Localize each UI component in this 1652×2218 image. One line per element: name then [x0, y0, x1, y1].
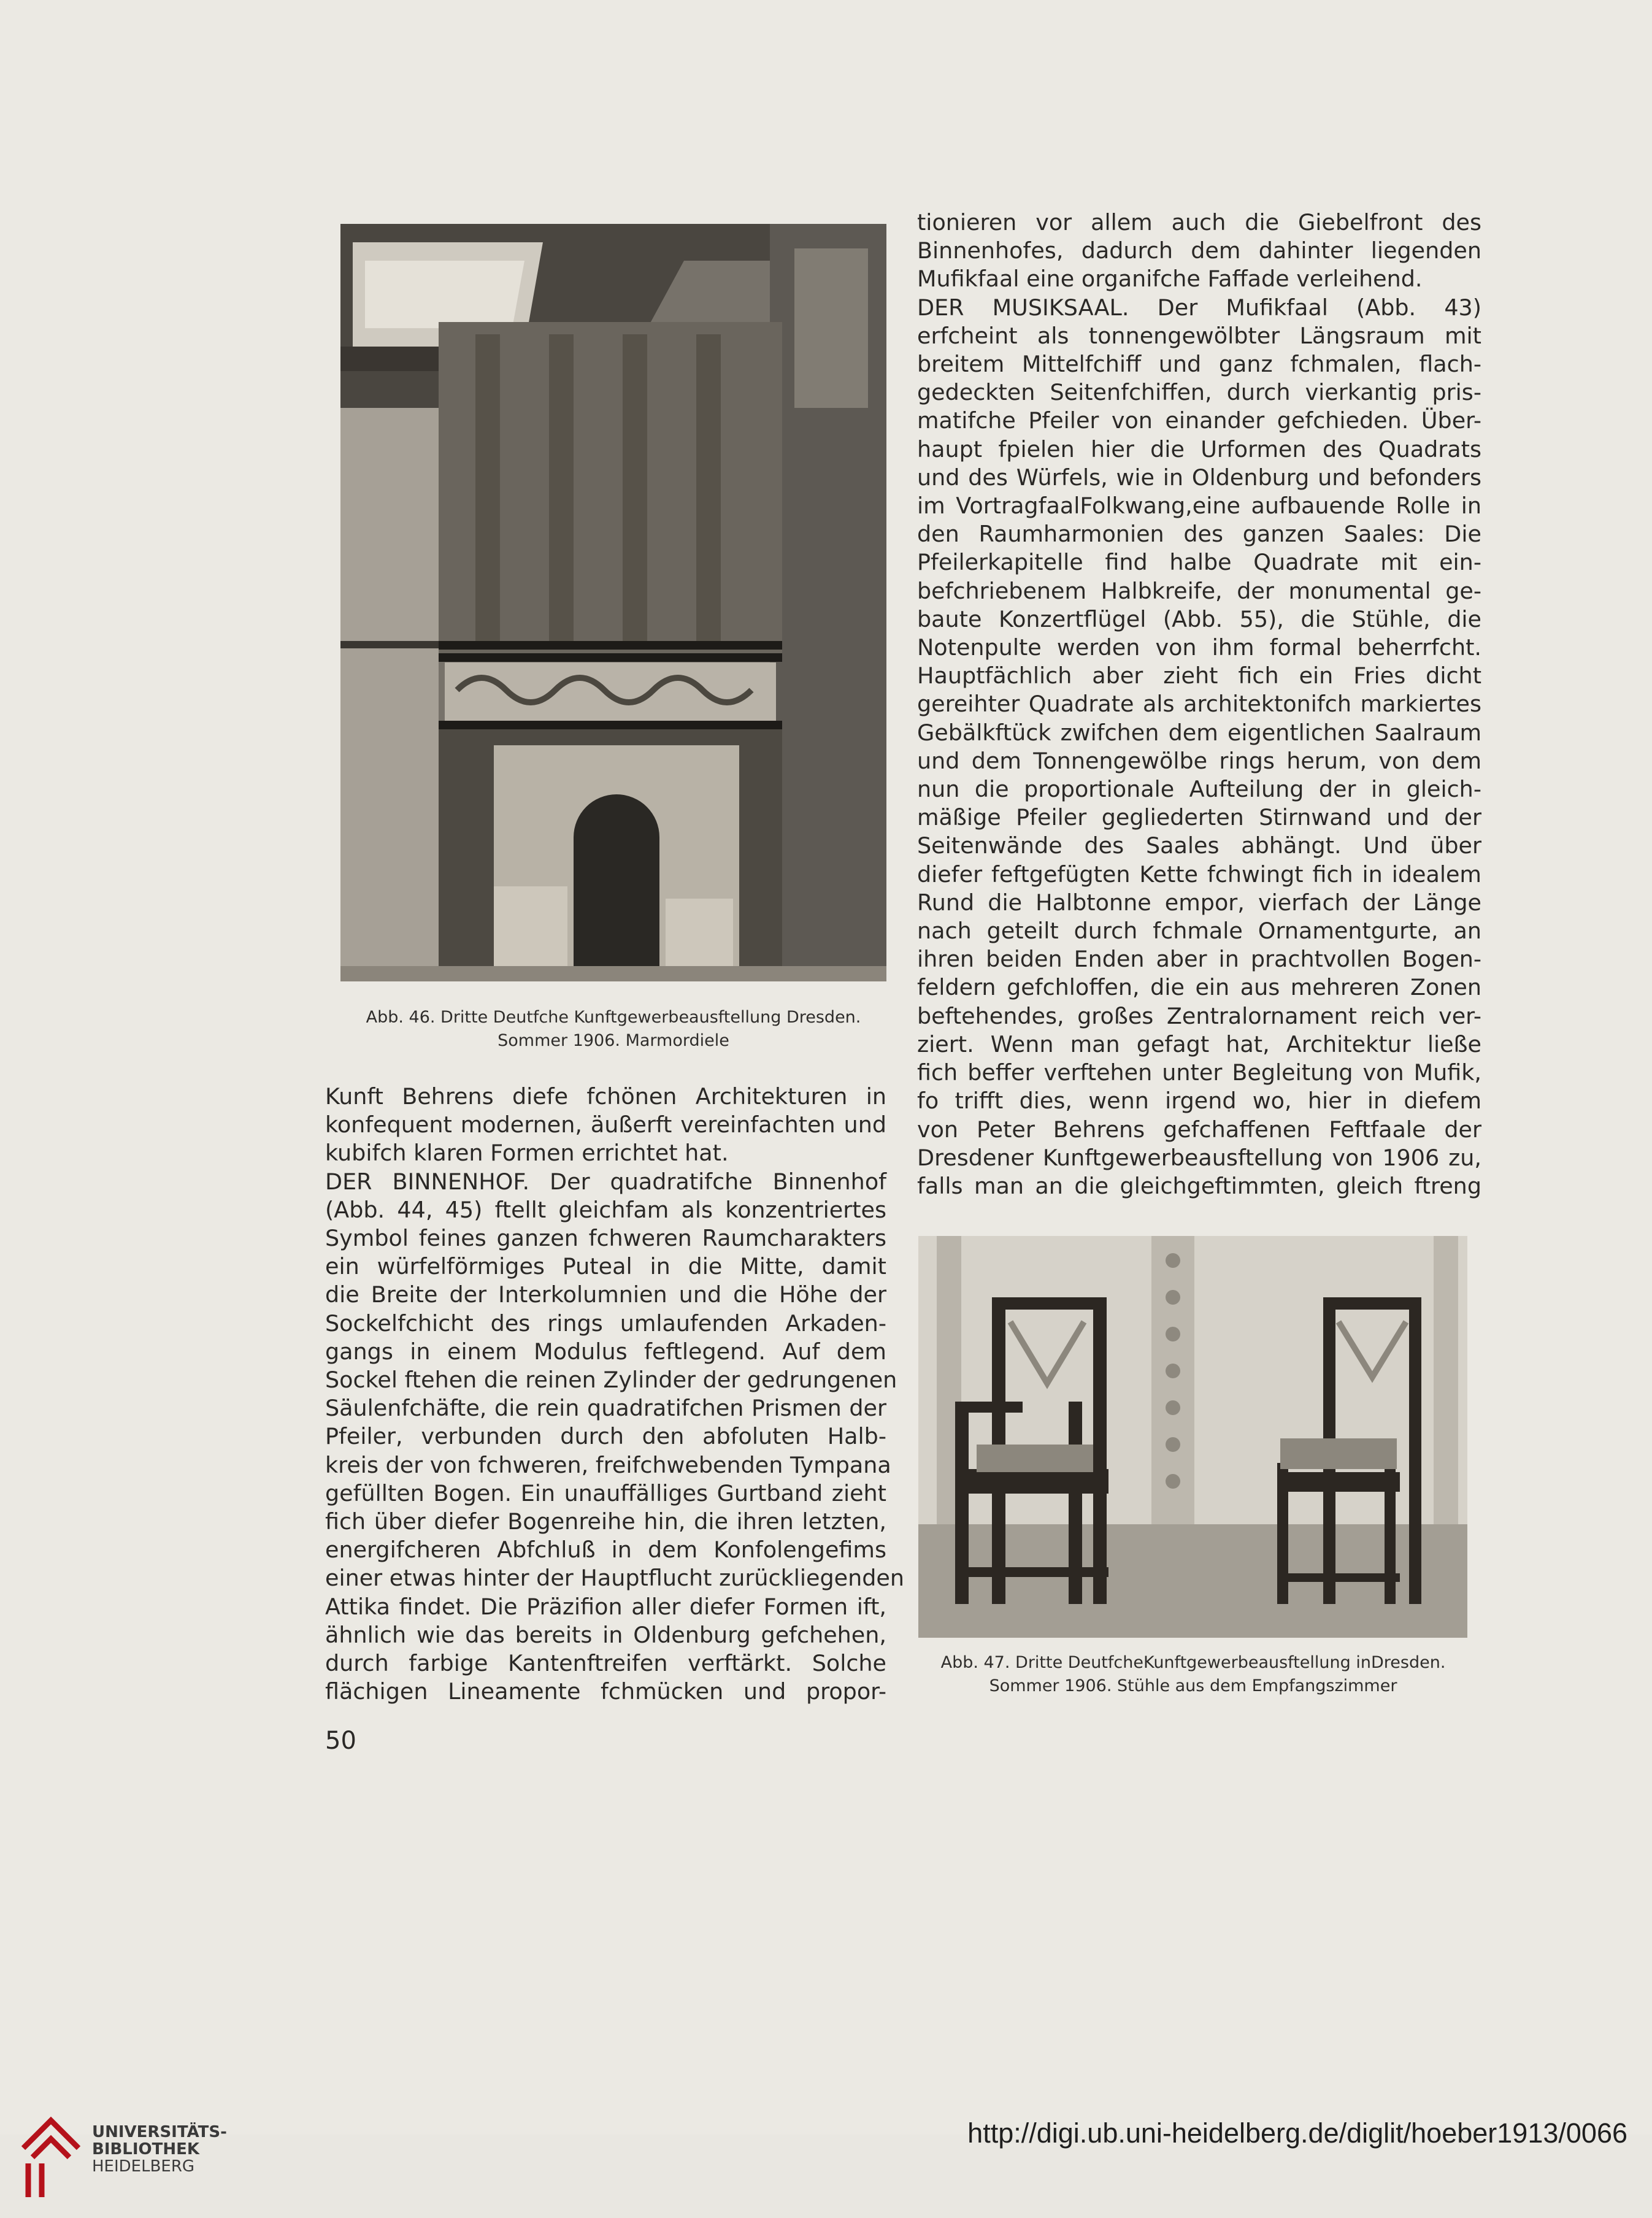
text-line: Seitenwände des Saales abhängt. Und über	[917, 832, 1481, 859]
text-line: fich über diefer Bogenreihe hin, die ihren letzten,	[325, 1508, 886, 1535]
text-line: die Breite der Interkolumnien und die Höhe der	[325, 1281, 886, 1308]
text-line: ziert. Wenn man gefagt hat, Architektur ließe	[917, 1030, 1481, 1057]
text-line: befchriebenem Halbkreife, der monumental ge-	[917, 577, 1481, 604]
text-line: erfcheint als tonnengewölbter Längsraum mit	[917, 322, 1481, 349]
text-line: gereihter Quadrate als architektonifch markiertes	[917, 691, 1481, 718]
text-line: diefer feftgefügten Kette fchwingt fich in idealem	[917, 861, 1481, 888]
text-line: gedeckten Seitenfchiffen, durch vierkantig pris-	[917, 379, 1481, 406]
text-line: tionieren vor allem auch die Giebelfront des	[917, 209, 1481, 236]
page-number: 50	[325, 1727, 356, 1755]
text-line: Gebälkftück zwifchen dem eigentlichen Saalraum	[917, 719, 1481, 746]
library-name-line3: HEIDELBERG	[92, 2157, 195, 2176]
text-line: Mufikfaal eine organifche Faffade verleihend.	[917, 266, 1423, 293]
text-line: baute Konzertflügel (Abb. 55), die Stühle, die	[917, 605, 1481, 632]
text-line: nun die proportionale Aufteilung der in gleich-	[917, 776, 1481, 803]
text-line: kubifch klaren Formen errichtet hat.	[325, 1140, 729, 1167]
figure-47-caption-line2: Sommer 1906. Stühle aus dem Empfangszimmer	[989, 1676, 1397, 1695]
text-line: kreis der von fchweren, freifchwebenden Tympana	[325, 1451, 891, 1478]
text-line: den Raumharmonien des ganzen Saales: Die	[917, 521, 1481, 548]
right-column-text	[917, 209, 1481, 1200]
figure-46-photo	[340, 224, 886, 981]
text-line: haupt fpielen hier die Urformen des Quadrats	[917, 436, 1481, 462]
text-line: fich beffer verftehen unter Begleitung von Mufik,	[917, 1059, 1481, 1086]
text-line: gangs in einem Modulus feftlegend. Auf dem	[325, 1338, 886, 1365]
library-name	[92, 2124, 227, 2175]
figure-47-caption	[908, 1651, 1478, 1698]
text-line: ähnlich wie das bereits in Oldenburg gefchehen,	[325, 1621, 886, 1648]
text-line: nach geteilt durch fchmale Ornamentgurte, an	[917, 918, 1481, 945]
text-line: und dem Tonnengewölbe rings herum, von dem	[917, 747, 1481, 774]
text-line: fo trifft dies, wenn irgend wo, hier in diefem	[917, 1088, 1481, 1115]
text-line: falls man an die gleichgeftimmten, gleich ftreng	[917, 1172, 1481, 1199]
chairs-illustration	[918, 1236, 1467, 1638]
figure-46-caption	[331, 1006, 896, 1053]
text-line: Pfeilerkapitelle find halbe Quadrate mit ein-	[917, 549, 1481, 576]
figure-47-photo	[918, 1236, 1467, 1638]
text-line: breitem Mittelfchiff und ganz fchmalen, flach-	[917, 351, 1481, 378]
left-column-text	[325, 1083, 904, 1706]
library-logo-icon	[17, 2111, 91, 2203]
text-line: ein würfelförmiges Puteal in die Mitte, damit	[325, 1253, 886, 1280]
figure-46-caption-line1: Abb. 46. Dritte Deutfche Kunftgewerbeausftellung Dresden.	[366, 1008, 861, 1027]
text-line: konfequent modernen, äußerft vereinfachten und	[325, 1111, 886, 1138]
text-line: beftehendes, großes Zentralornament reich ver-	[917, 1002, 1481, 1029]
text-line: von Peter Behrens gefchaffenen Feftfaale der	[917, 1116, 1481, 1143]
figure-47-caption-line1: Abb. 47. Dritte DeutfcheKunftgewerbeausftellung inDresden.	[940, 1653, 1446, 1672]
text-line: Hauptfächlich aber zieht fich ein Fries dicht	[917, 662, 1481, 689]
text-line: Attika findet. Die Präzifion aller diefer Formen ift,	[325, 1593, 886, 1620]
fireplace-illustration	[340, 224, 886, 981]
text-line: Rund die Halbtonne empor, vierfach der Länge	[917, 889, 1481, 916]
text-line: Sockel ftehen die reinen Zylinder der gedrungenen	[325, 1367, 897, 1394]
text-line: Dresdener Kunftgewerbeausftellung von 1906 zu,	[917, 1144, 1481, 1171]
source-url-link[interactable]: http://digi.ub.uni-heidelberg.de/diglit/hoeber1913/0066	[967, 2117, 1627, 2149]
text-line: und des Würfels, wie in Oldenburg und befonders	[917, 464, 1481, 491]
text-line: DER BINNENHOF. Der quadratifche Binnenhof	[325, 1168, 886, 1195]
text-line: Binnenhofes, dadurch dem dahinter liegenden	[917, 237, 1481, 264]
text-line: gefüllten Bogen. Ein unauffälliges Gurtband zieht	[325, 1479, 886, 1506]
text-line: Pfeiler, verbunden durch den abfoluten Halb-	[325, 1423, 886, 1450]
text-line: DER MUSIKSAAL. Der Mufikfaal (Abb. 43)	[917, 294, 1481, 321]
text-line: energifcheren Abfchluß in dem Konfolengefims	[325, 1537, 886, 1564]
text-line: Kunft Behrens diefe fchönen Architekturen in	[325, 1083, 886, 1110]
text-line: flächigen Lineamente fchmücken und propor-	[325, 1678, 886, 1705]
text-line: feldern gefchloffen, die ein aus mehreren Zonen	[917, 974, 1481, 1001]
text-line: Sockelfchicht des rings umlaufenden Arkaden-	[325, 1310, 886, 1337]
figure-46-caption-line2: Sommer 1906. Marmordiele	[498, 1031, 729, 1050]
text-line: durch farbige Kantenftreifen verftärkt. Solche	[325, 1650, 886, 1677]
text-line: ihren beiden Enden aber in prachtvollen Bogen-	[917, 946, 1481, 973]
text-line: Säulenfchäfte, die rein quadratifchen Prismen der	[325, 1395, 886, 1422]
text-line: (Abb. 44, 45) ftellt gleichfam als konzentriertes	[325, 1196, 886, 1223]
text-line: matifche Pfeiler von einander gefchieden. Über-	[917, 407, 1481, 434]
library-name-line1: UNIVERSITÄTS-	[92, 2123, 227, 2141]
library-name-line2: BIBLIOTHEK	[92, 2140, 200, 2159]
text-line: im VortragfaalFolkwang,eine aufbauende Rolle in	[917, 493, 1481, 520]
text-line: Symbol feines ganzen fchweren Raumcharakters	[325, 1225, 886, 1252]
text-line: Notenpulte werden von ihm formal beherrfcht.	[917, 634, 1481, 661]
text-line: mäßige Pfeiler gegliederten Stirnwand und der	[917, 804, 1481, 831]
text-line: einer etwas hinter der Hauptflucht zurückliegenden	[325, 1565, 904, 1592]
